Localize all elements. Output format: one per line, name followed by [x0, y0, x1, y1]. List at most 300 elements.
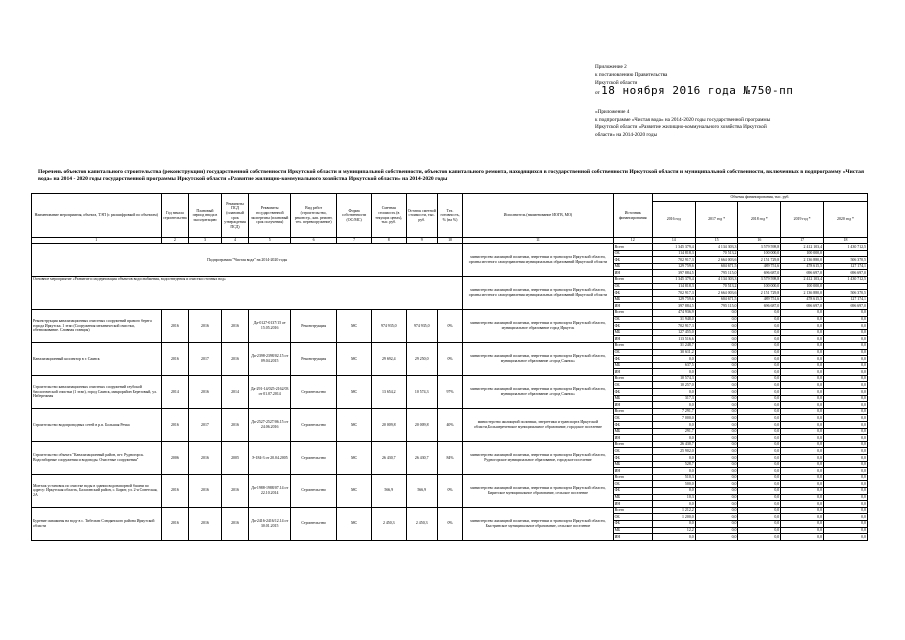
object-psd: 2016 [221, 507, 249, 540]
object-funding-amount: 7 000,0 [652, 415, 695, 422]
column-number-cell: 5 [249, 238, 291, 244]
object-funding-amount: 0,0 [738, 336, 781, 343]
object-funding-source: ФБ [613, 356, 652, 363]
header-psd: Реквизиты ПСД (плановый срок утверждения ПСД) [221, 194, 249, 238]
object-funding-amount: 0,0 [652, 402, 695, 409]
object-funding-amount: 0,0 [695, 435, 738, 442]
object-funding-amount: 0,0 [781, 448, 824, 455]
object-row [32, 507, 868, 514]
object-funding-source: ОБ [613, 382, 652, 389]
object-funding-source: Всего [613, 408, 652, 415]
subprogram-funding-source: Всего [613, 244, 652, 251]
subprogram-funding-amount: 1 345 379,4 [652, 244, 695, 251]
object-funding-amount: 0,0 [738, 468, 781, 475]
object-funding-amount: 7 291,7 [652, 408, 695, 415]
object-funding-amount: 0,0 [695, 487, 738, 494]
main-event-funding-source: Всего [613, 276, 652, 283]
object-period: 2016 [189, 309, 221, 342]
object-funding-amount: 0,0 [824, 329, 868, 336]
object-period: 2016 [189, 441, 221, 474]
object-funding-amount: 0,0 [781, 534, 824, 541]
appendix-block [595, 63, 793, 139]
object-work-type: Реконструкция [291, 342, 337, 375]
object-funding-amount: 702 917,3 [652, 323, 695, 330]
object-funding-amount: 0,0 [738, 349, 781, 356]
subprogram-funding-amount: 129 759,6 [652, 263, 695, 270]
object-start-year: 2014 [161, 375, 189, 408]
object-funding-amount: 0,0 [824, 323, 868, 330]
object-funding-amount: 0,0 [652, 435, 695, 442]
main-event-funding-amount: 795 115,0 [695, 303, 738, 310]
subprogram-funding-source: ИН [613, 270, 652, 277]
object-funding-amount: 0,0 [781, 481, 824, 488]
column-number-cell: 6 [291, 238, 337, 244]
object-row [32, 375, 868, 382]
object-funding-source: ИН [613, 435, 652, 442]
main-event-funding-amount: 506 370,5 [824, 290, 868, 297]
object-ownership: МС [337, 309, 372, 342]
object-funding-amount: 0,0 [738, 408, 781, 415]
object-funding-amount: 1 200,0 [652, 514, 695, 521]
header-ownership: Форма собственности (ОС/МС) [337, 194, 372, 238]
object-funding-source: МБ [613, 494, 652, 501]
object-estimate: 26 430,7 [371, 441, 406, 474]
object-funding-amount: 0,0 [695, 375, 738, 382]
main-event-row [32, 276, 868, 283]
object-funding-amount: 0,0 [824, 487, 868, 494]
subprogram-funding-amount: 696 687,0 [738, 270, 781, 277]
object-readiness: 40% [437, 408, 462, 441]
object-remaining: 2 450,3 [406, 507, 437, 540]
object-name: Реконструкция канализационных очистных сооружений правого берега города Иркутска. 1 этап (Сооружения механической очистки, обезвоживание. Сливная станция) [32, 309, 162, 342]
object-funding-amount: 0,0 [824, 342, 868, 349]
object-remaining: 566,9 [406, 474, 437, 507]
object-funding-amount: 0,0 [695, 428, 738, 435]
object-funding-source: ФБ [613, 323, 652, 330]
main-event-funding-source: ОБ [613, 283, 652, 290]
object-funding-amount: 0,0 [695, 329, 738, 336]
subprogram-funding-amount: 100 000,0 [738, 250, 781, 257]
column-number-cell: 3 [189, 238, 221, 244]
object-funding-amount: 0,0 [738, 481, 781, 488]
appendix-date [595, 84, 794, 97]
object-work-type: Строительство [291, 441, 337, 474]
subprogram-funding-amount: 506 370,5 [824, 257, 868, 264]
subprogram-row [32, 244, 868, 251]
subprogram-funding-amount: 127 174,1 [824, 263, 868, 270]
object-funding-amount: 0,0 [824, 455, 868, 462]
object-funding-source: МБ [613, 329, 652, 336]
object-psd: 2016 [221, 342, 249, 375]
object-funding-amount: 0,0 [781, 514, 824, 521]
object-funding-amount: 0,0 [695, 389, 738, 396]
object-funding-amount: 0,0 [824, 356, 868, 363]
object-funding-amount: 127 455,0 [652, 329, 695, 336]
object-readiness: 0% [437, 309, 462, 342]
object-period: 2016 [189, 375, 221, 408]
object-row [32, 408, 868, 415]
reference-line-3: Иркутской области «Развитие жилищно-коммунального хозяйства Иркутской [595, 124, 767, 131]
object-funding-amount: 31 948,0 [652, 316, 695, 323]
object-funding-amount: 0,0 [738, 369, 781, 376]
main-event-funding-amount: 478 615,5 [781, 296, 824, 303]
object-funding-source: ФБ [613, 389, 652, 396]
object-funding-amount: 0,0 [652, 468, 695, 475]
object-funding-amount: 0,0 [824, 507, 868, 514]
main-event-funding-amount: 70 513,2 [695, 283, 738, 290]
object-funding-source: ОБ [613, 481, 652, 488]
object-estimate: 29 692,4 [371, 342, 406, 375]
object-funding-amount: 0,0 [781, 461, 824, 468]
object-funding-amount: 0,0 [738, 534, 781, 541]
object-row [32, 441, 868, 448]
object-funding-amount: 0,0 [738, 501, 781, 508]
header-remaining: Остаток сметной стоимости, тыс. руб. [406, 194, 437, 238]
header-year-2017: 2017 год * [695, 202, 738, 238]
object-ownership: МС [337, 375, 372, 408]
object-expertise: Да-1988-1988/07.14 от 22.10.2014 [249, 474, 291, 507]
subprogram-label: Подпрограмма "Чистая вода" на 2014-2020 годы [32, 244, 463, 277]
subprogram-funding-amount: 478 615,5 [781, 263, 824, 270]
object-expertise: Да-0127-0137/15 от 15.05.2016 [249, 309, 291, 342]
object-funding-amount: 0,0 [738, 342, 781, 349]
appendix-line-1: Приложение 2 [595, 64, 627, 70]
object-funding-amount: 0,0 [738, 309, 781, 316]
object-remaining: 29 250,0 [406, 342, 437, 375]
column-number-cell: 2 [161, 238, 189, 244]
table-body [32, 238, 868, 541]
object-funding-amount: 0,0 [781, 435, 824, 442]
subprogram-funding-amount: 696 697,0 [781, 270, 824, 277]
object-funding-amount: 0,0 [738, 362, 781, 369]
object-funding-amount: 0,0 [695, 356, 738, 363]
object-remaining: 10 574,3 [406, 375, 437, 408]
object-funding-amount: 0,0 [738, 422, 781, 429]
object-funding-source: Всего [613, 474, 652, 481]
object-funding-amount: 0,0 [652, 455, 695, 462]
object-estimate: 974 935,0 [371, 309, 406, 342]
object-start-year: 2016 [161, 408, 189, 441]
object-funding-amount: 0,0 [824, 336, 868, 343]
object-funding-amount: 0,0 [781, 389, 824, 396]
table-header [32, 194, 868, 238]
object-funding-amount: 0,0 [652, 369, 695, 376]
object-funding-amount: 0,0 [781, 362, 824, 369]
object-funding-source: ИН [613, 501, 652, 508]
column-number-cell: 16 [738, 238, 781, 244]
subprogram-funding-amount: 3 579 598,8 [738, 244, 781, 251]
object-psd: 2005 [221, 441, 249, 474]
object-funding-source: МБ [613, 527, 652, 534]
subprogram-funding-source: ФБ [613, 257, 652, 264]
main-event-funding-amount: 696 687,0 [738, 303, 781, 310]
appendix-line-2: к постановлению Правительства [595, 72, 668, 78]
object-funding-amount: 0,0 [695, 316, 738, 323]
appendix-date-prefix: от [595, 90, 600, 96]
object-funding-amount: 0,0 [695, 527, 738, 534]
object-funding-amount: 0,0 [695, 494, 738, 501]
header-year-2016: 2016 год [652, 202, 695, 238]
main-event-funding-amount [824, 283, 868, 290]
object-funding-amount: 0,0 [695, 514, 738, 521]
object-funding-amount: 0,0 [652, 534, 695, 541]
object-row [32, 474, 868, 481]
object-estimate: 2 450,3 [371, 507, 406, 540]
object-funding-amount: 0,0 [652, 356, 695, 363]
object-funding-amount: 0,0 [738, 415, 781, 422]
object-funding-amount: 0,0 [695, 362, 738, 369]
object-executor: министерство жилищной политики, энергетики и транспорта Иркутской области, муниципальное образование город Иркутск [463, 309, 613, 342]
object-work-type: Строительство [291, 507, 337, 540]
object-readiness: 84% [437, 441, 462, 474]
object-period: 2016 [189, 474, 221, 507]
object-ownership: МС [337, 342, 372, 375]
object-funding-amount: 0,0 [781, 527, 824, 534]
main-event-funding-amount: 1 345 379,4 [652, 276, 695, 283]
object-readiness: 0% [437, 342, 462, 375]
object-funding-amount: 0,0 [738, 428, 781, 435]
object-funding-source: МБ [613, 362, 652, 369]
object-funding-amount: 0,0 [781, 415, 824, 422]
object-funding-amount: 0,0 [695, 534, 738, 541]
object-funding-amount: 0,0 [824, 375, 868, 382]
object-funding-amount: 0,0 [695, 455, 738, 462]
object-funding-amount: 0,0 [781, 356, 824, 363]
object-psd: 2014 [221, 375, 249, 408]
object-funding-source: МБ [613, 428, 652, 435]
header-executor: Исполнитель (наименование ИОГВ, МО) [463, 194, 613, 238]
column-number-cell: 7 [337, 238, 372, 244]
object-remaining: 20 009,8 [406, 408, 437, 441]
header-funding: Объемы финансирования, тыс. руб. [652, 194, 867, 202]
object-estimate: 20 009,8 [371, 408, 406, 441]
subprogram-funding-amount: 100 000,0 [781, 250, 824, 257]
object-name: Строительство водопроводных сетей в р.п. Большая Речка [32, 408, 162, 441]
object-funding-amount: 0,0 [738, 520, 781, 527]
object-estimate: 13 654,2 [371, 375, 406, 408]
object-name: Канализационный коллектор в г. Саянск [32, 342, 162, 375]
subprogram-funding-amount: 702 917,3 [652, 257, 695, 264]
object-funding-amount: 500,0 [652, 481, 695, 488]
object-funding-source: ИН [613, 468, 652, 475]
object-start-year: 2016 [161, 507, 189, 540]
object-row [32, 342, 868, 349]
object-work-type: Строительство [291, 408, 337, 441]
object-funding-amount: 0,0 [738, 514, 781, 521]
object-funding-amount: 0,0 [738, 316, 781, 323]
object-funding-amount: 26 430,7 [652, 441, 695, 448]
object-executor: министерство жилищной политики, энергетики и транспорта Иркутской области, Рудногорское муниципальное образование, городское поселение [463, 441, 613, 474]
object-funding-amount: 0,0 [738, 527, 781, 534]
object-funding-source: Всего [613, 309, 652, 316]
object-funding-source: ФБ [613, 487, 652, 494]
header-work-type: Вид работ (строительство, реконстр., кап. ремонт, тех. перевооружение) [291, 194, 337, 238]
object-funding-amount: 0,0 [695, 520, 738, 527]
header-event: Наименование мероприятия, объекта, ТЭП (с расшифровкой по объектам) [32, 194, 162, 238]
object-funding-amount: 0,0 [824, 316, 868, 323]
object-funding-amount: 528,7 [652, 461, 695, 468]
object-name: Строительство канализационных очистных сооружений глубокой биологической очистки (1 этап), город Саянск, микрорайон Березовый, ул. Набережная [32, 375, 162, 408]
object-funding-amount: 0,0 [824, 435, 868, 442]
object-funding-amount: 30 611,2 [652, 349, 695, 356]
object-start-year: 2016 [161, 474, 189, 507]
object-funding-amount: 0,0 [781, 422, 824, 429]
object-psd: 2016 [221, 309, 249, 342]
object-funding-amount: 0,0 [781, 501, 824, 508]
object-funding-amount: 291,7 [652, 428, 695, 435]
object-funding-amount: 0,0 [824, 441, 868, 448]
object-funding-amount: 0,0 [738, 474, 781, 481]
subprogram-funding-amount: 397 884,5 [652, 270, 695, 277]
object-funding-amount: 0,0 [695, 382, 738, 389]
object-funding-amount: 0,0 [695, 461, 738, 468]
main-event-funding-amount: 696 697,0 [781, 303, 824, 310]
object-ownership: МС [337, 507, 372, 540]
object-funding-amount: 0,0 [824, 415, 868, 422]
header-year-2018: 2018 год * [738, 202, 781, 238]
object-funding-source: Всего [613, 441, 652, 448]
object-start-year: 2006 [161, 441, 189, 474]
main-event-executor: министерство жилищной политики, энергетики и транспорта Иркутской области, органы местного самоуправления муниципальных образований Иркутской области [463, 276, 613, 309]
document-title: Перечень объектов капитального строительства (реконструкции) государственной собственности Иркутской области и муниципальной собственности, объектов капитального ремонта, находящихся в государственной собственности Иркутской области и муниципальной собственности, включенных в подпрограмму «Чистая вода» на 2014 - 2020 годы государственной программы Иркутской области «Развитие жилищно-коммунального хозяйства Иркутской области» на 2014-2020 годы [38, 169, 864, 182]
subprogram-funding-amount [824, 250, 868, 257]
main-event-funding-amount: 2 151 729,8 [738, 290, 781, 297]
object-start-year: 2016 [161, 309, 189, 342]
object-ownership: МС [337, 441, 372, 474]
subprogram-funding-source: ОБ [613, 250, 652, 257]
object-funding-amount: 0,0 [695, 415, 738, 422]
object-funding-amount: 0,0 [738, 435, 781, 442]
object-funding-amount: 0,0 [781, 468, 824, 475]
object-funding-amount: 0,0 [695, 448, 738, 455]
object-work-type: Реконструкция [291, 309, 337, 342]
main-event-funding-amount: 100 000,0 [781, 283, 824, 290]
object-funding-amount: 474 936,9 [652, 309, 695, 316]
subprogram-funding-source: МБ [613, 263, 652, 270]
object-funding-amount: 0,0 [781, 507, 824, 514]
object-funding-amount: 0,0 [695, 369, 738, 376]
object-name: Строительство объекта "Канализационный район, пгт. Рудногорск. Водозаборные сооружения и водоводы. Очистные сооружения" [32, 441, 162, 474]
main-event-funding-amount: 1 430 712,5 [824, 276, 868, 283]
main-event-funding-amount: 696 697,0 [824, 303, 868, 310]
object-funding-amount: 0,0 [781, 369, 824, 376]
header-year-2020: 2020 год * [824, 202, 868, 238]
main-event-funding-amount: 100 000,0 [738, 283, 781, 290]
object-funding-source: Всего [613, 507, 652, 514]
header-readiness: Тех. готовность, % (на %) [437, 194, 462, 238]
object-ownership: МС [337, 474, 372, 507]
object-work-type: Строительство [291, 375, 337, 408]
object-psd: 2016 [221, 408, 249, 441]
object-funding-amount: 0,0 [824, 534, 868, 541]
main-event-funding-amount: 489 751,6 [738, 296, 781, 303]
object-period: 2017 [189, 408, 221, 441]
object-funding-amount: 0,0 [695, 481, 738, 488]
main-event-funding-source: ИН [613, 303, 652, 310]
object-funding-amount: 0,0 [781, 316, 824, 323]
column-number-cell: 4 [221, 238, 249, 244]
subprogram-funding-amount: 795 115,0 [695, 270, 738, 277]
main-event-funding-amount: 4 134 303,3 [695, 276, 738, 283]
object-executor: министерство жилищной политики, энергетики и транспорта Иркутской области,Большереченское муниципальное образование, городское поселение [463, 408, 613, 441]
object-funding-amount: 0,0 [781, 349, 824, 356]
object-funding-amount: 0,0 [824, 349, 868, 356]
object-funding-amount: 637,5 [652, 362, 695, 369]
header-period: Плановый период ввода в эксплуатацию [189, 194, 221, 238]
object-funding-amount: 10 574,3 [652, 375, 695, 382]
column-number-cell: 18 [824, 238, 868, 244]
object-funding-amount: 0,0 [781, 474, 824, 481]
main-event-label: Основное мероприятие «Развитие и модернизация объектов водоснабжения, водоотведения и очистки сточных вод» [32, 276, 463, 309]
object-readiness: 97% [437, 375, 462, 408]
object-funding-amount: 113 516,6 [652, 336, 695, 343]
column-number-cell: 15 [695, 238, 738, 244]
main-event-funding-amount: 2 664 003,6 [695, 290, 738, 297]
object-funding-amount: 0,0 [695, 395, 738, 402]
object-funding-amount: 0,0 [824, 474, 868, 481]
object-funding-amount: 0,0 [695, 323, 738, 330]
main-event-funding-amount: 2 136 880,0 [781, 290, 824, 297]
object-funding-amount: 0,0 [781, 408, 824, 415]
object-funding-amount: 0,0 [738, 487, 781, 494]
object-funding-amount: 0,0 [781, 375, 824, 382]
object-funding-amount: 0,0 [695, 342, 738, 349]
object-funding-amount: 510,3 [652, 474, 695, 481]
object-funding-amount: 0,0 [824, 481, 868, 488]
reference-line-4: области» на 2014-2020 годы [595, 131, 657, 138]
object-funding-amount: 0,0 [824, 382, 868, 389]
object-funding-amount: 0,0 [824, 461, 868, 468]
object-funding-amount: 0,0 [781, 395, 824, 402]
object-funding-amount: 0,0 [781, 455, 824, 462]
object-funding-source: ИН [613, 402, 652, 409]
object-readiness: 0% [437, 507, 462, 540]
object-expertise: Да-291-14/025-2162/03 от 01.07.2014 [249, 375, 291, 408]
object-funding-amount: 0,0 [695, 441, 738, 448]
object-funding-amount: 0,0 [738, 329, 781, 336]
object-funding-amount: 0,0 [695, 349, 738, 356]
object-funding-amount: 0,0 [824, 402, 868, 409]
object-funding-amount: 0,0 [824, 369, 868, 376]
object-funding-source: МБ [613, 395, 652, 402]
object-funding-amount: 0,0 [695, 474, 738, 481]
column-number-cell: 10 [437, 238, 462, 244]
subprogram-funding-amount: 114 818,3 [652, 250, 695, 257]
header-start-year: Год начала строительства [161, 194, 189, 238]
subprogram-funding-amount: 4 134 303,3 [695, 244, 738, 251]
object-executor: министерство жилищной политики, энергетики и транспорта Иркутской области, Биритское муниципальное образование, сельское поселение [463, 474, 613, 507]
subprogram-funding-amount: 696 697,0 [824, 270, 868, 277]
object-funding-amount: 25 902,0 [652, 448, 695, 455]
column-number-cell: 14 [652, 238, 695, 244]
object-funding-amount: 0,0 [738, 494, 781, 501]
object-funding-amount: 0,0 [652, 487, 695, 494]
appendix-line-3: Иркутской области [595, 80, 638, 86]
subprogram-funding-amount: 489 751,6 [738, 263, 781, 270]
object-funding-amount: 0,0 [824, 501, 868, 508]
object-row [32, 309, 868, 316]
object-funding-source: ОБ [613, 415, 652, 422]
object-funding-amount: 10,3 [652, 494, 695, 501]
object-funding-amount: 10 257,0 [652, 382, 695, 389]
column-number-cell: 8 [371, 238, 406, 244]
object-funding-amount: 0,0 [652, 389, 695, 396]
object-expertise: Да-2527-2527/06.15 от 24.06.2016 [249, 408, 291, 441]
object-expertise: Э-184-3 от 20.04.2005 [249, 441, 291, 474]
objects-table [31, 193, 868, 541]
subprogram-funding-amount: 2 664 003,6 [695, 257, 738, 264]
main-event-funding-amount: 3 579 598,8 [738, 276, 781, 283]
